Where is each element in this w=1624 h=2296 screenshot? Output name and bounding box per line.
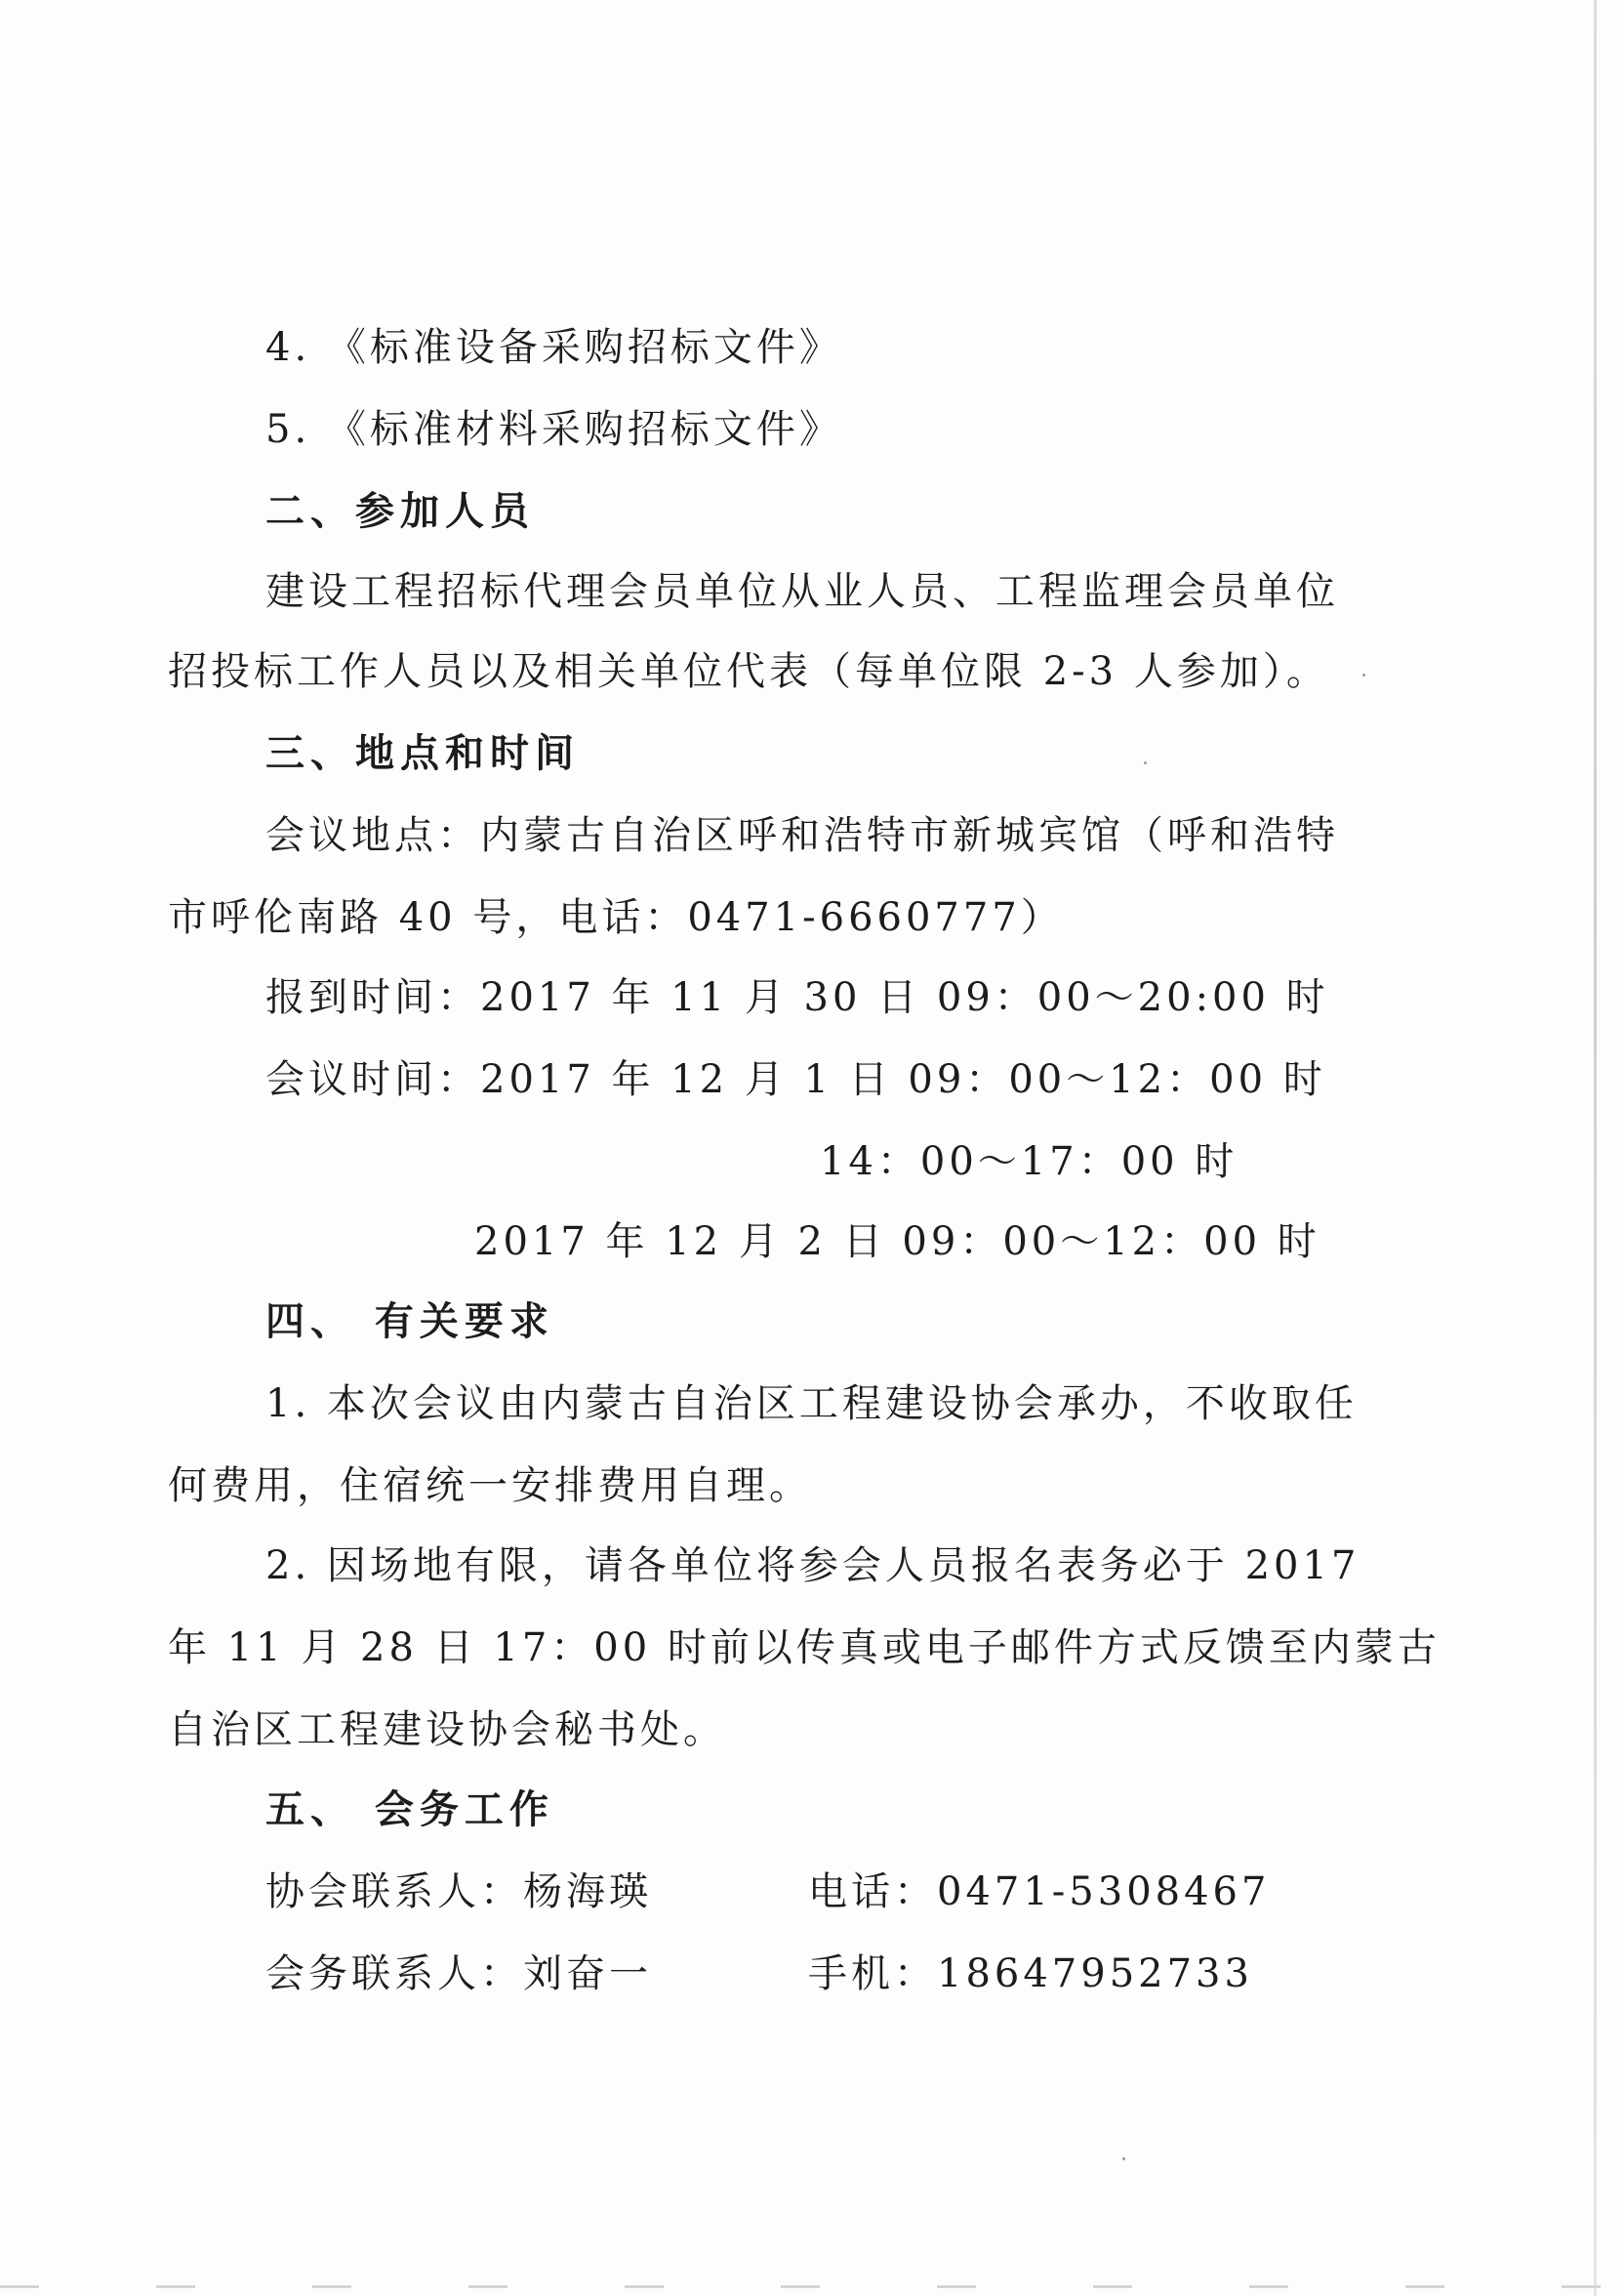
contact-2-name: 会务联系人：刘奋一 (265, 1951, 652, 1996)
meeting-time-3: 2017 年 12 月 2 日 09：00～12：00 时 (474, 1219, 1320, 1264)
checkin-time: 报到时间：2017 年 11 月 30 日 09：00～20:00 时 (265, 975, 1329, 1020)
requirement-2-line-3: 自治区工程建设协会秘书处。 (168, 1707, 726, 1752)
venue-line-2: 市呼伦南路 40 号，电话：0471-6660777） (168, 895, 1064, 940)
venue-line-1: 会议地点：内蒙古自治区呼和浩特市新城宾馆（呼和浩特 (265, 813, 1339, 858)
requirement-2-line-1: 2. 因场地有限，请各单位将参会人员报名表务必于 2017 (265, 1543, 1360, 1588)
section-heading-requirements: 四、 有关要求 (265, 1299, 554, 1344)
scan-edge-line (1594, 0, 1597, 2296)
scan-speck (1144, 761, 1147, 764)
list-item-4: 4. 《标准设备采购招标文件》 (265, 325, 842, 370)
participants-line-2: 招投标工作人员以及相关单位代表（每单位限 2-3 人参加）。 (168, 649, 1329, 694)
meeting-time-2: 14：00～17：00 时 (820, 1139, 1238, 1184)
contact-2-phone: 手机：18647952733 (808, 1951, 1253, 1996)
scan-speck (1122, 2157, 1125, 2160)
requirement-1-line-2: 何费用，住宿统一安排费用自理。 (168, 1463, 812, 1508)
scan-speck (1362, 674, 1365, 676)
contact-1-name: 协会联系人：杨海瑛 (265, 1869, 652, 1914)
section-heading-participants: 二、参加人员 (265, 489, 535, 534)
requirement-1-line-1: 1. 本次会议由内蒙古自治区工程建设协会承办，不收取任 (265, 1381, 1358, 1426)
section-heading-affairs: 五、 会务工作 (265, 1787, 554, 1832)
meeting-time-1: 会议时间：2017 年 12 月 1 日 09：00～12：00 时 (265, 1057, 1326, 1102)
contact-1-phone: 电话：0471-5308467 (808, 1869, 1271, 1914)
scan-bottom-marks (0, 2285, 1624, 2288)
list-item-5: 5. 《标准材料采购招标文件》 (265, 407, 842, 452)
participants-line-1: 建设工程招标代理会员单位从业人员、工程监理会员单位 (265, 569, 1339, 614)
requirement-2-line-2: 年 11 月 28 日 17：00 时前以传真或电子邮件方式反馈至内蒙古 (168, 1625, 1441, 1670)
section-heading-venue-time: 三、地点和时间 (265, 731, 580, 776)
